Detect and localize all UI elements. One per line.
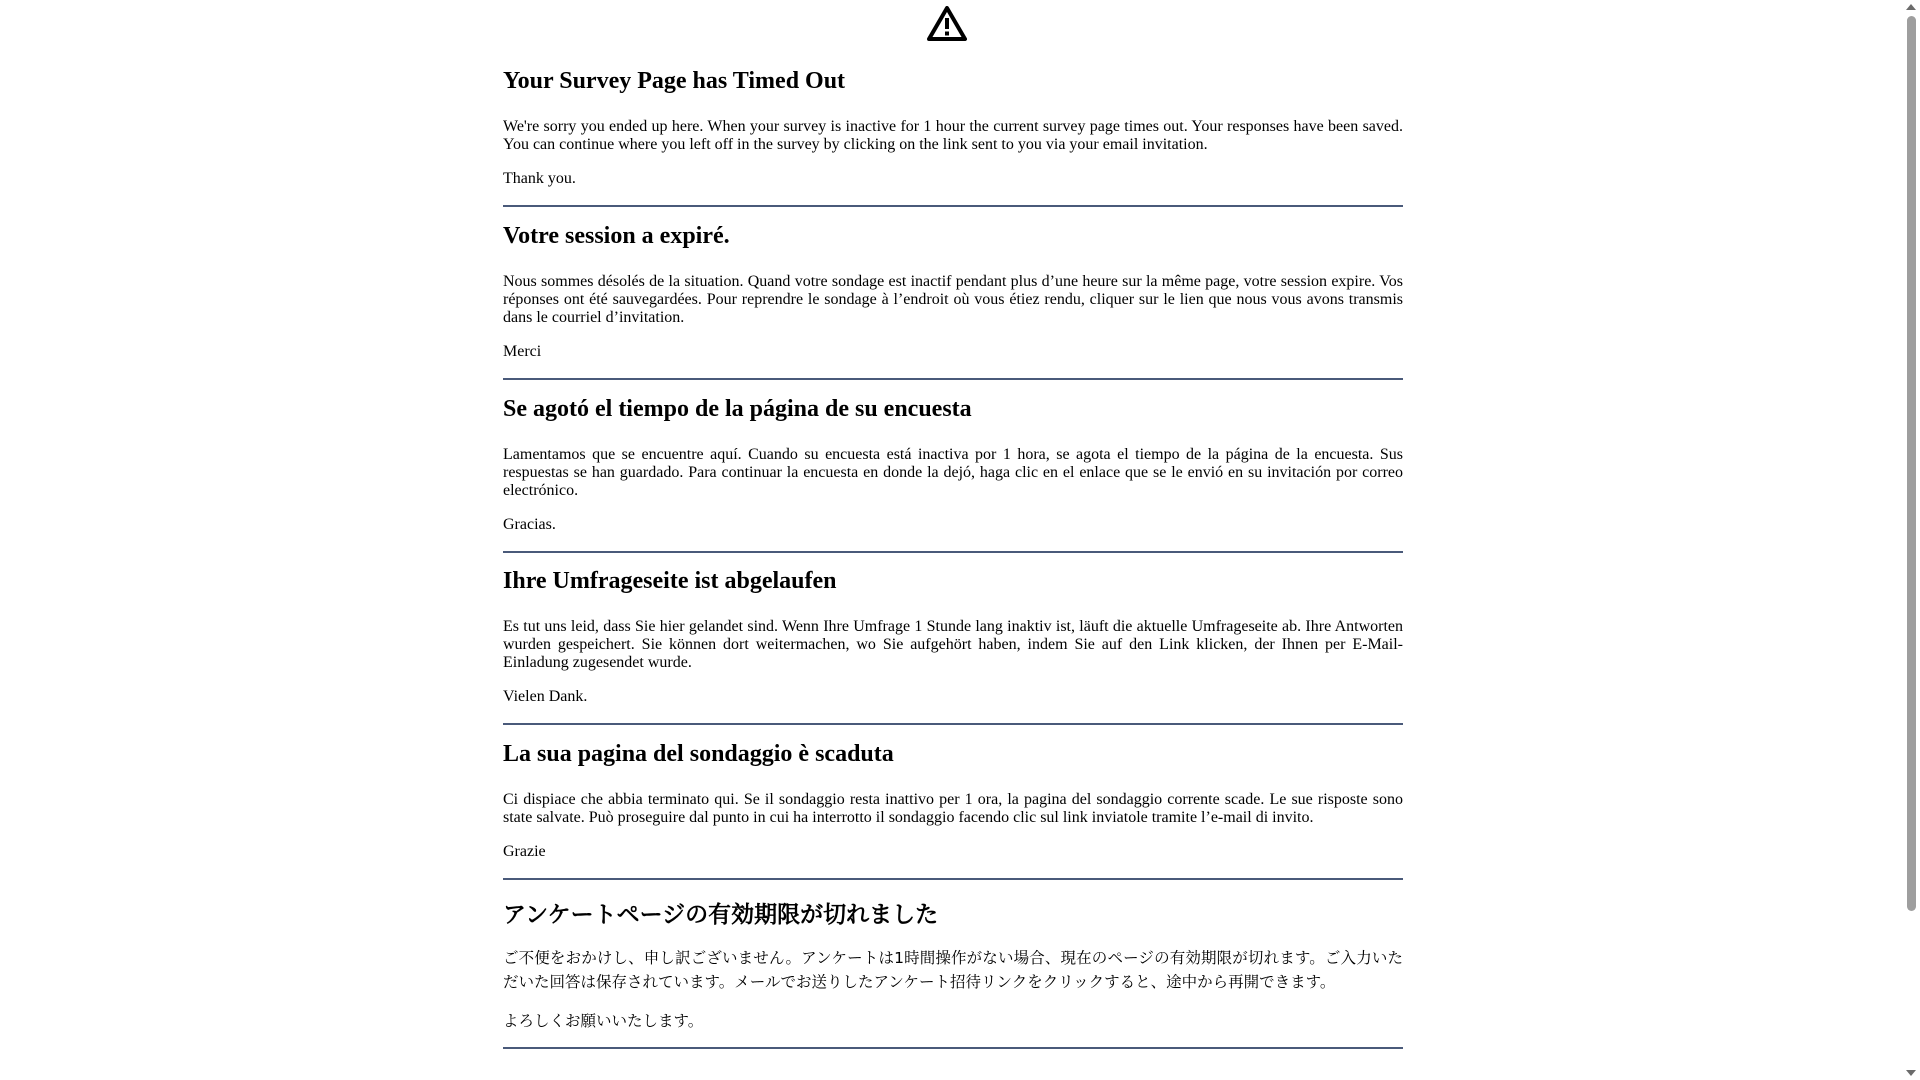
section-thanks: よろしくお願いいたします。 (503, 1012, 704, 1030)
warning-triangle-icon (927, 6, 967, 42)
section-spanish (503, 394, 1403, 553)
section-title: アンケートページの有効期限が切れました (503, 902, 939, 928)
section-english (503, 66, 1403, 207)
section-title: Votre session a expiré. (503, 223, 730, 249)
section-divider (503, 378, 1403, 380)
section-thanks: Vielen Dank. (503, 688, 588, 705)
section-thanks: Gracias. (503, 516, 556, 533)
scroll-up-arrow-icon[interactable] (1906, 4, 1916, 10)
section-body: Es tut uns leid, dass Sie hier gelandet sind. Wenn Ihre Umfrage 1 Stunde lang inaktiv ist, läuft die aktuelle Umfrageseite ab. Ihre Antworten wurden gespeichert. Sie können dort weitermachen, wo Sie aufgehört haben, indem Sie auf den Link klicken, der Ihnen per E-Mail-Einladung zugesendet wurde. (503, 618, 1403, 671)
section-german (503, 566, 1403, 725)
scroll-thumb[interactable] (1907, 16, 1916, 911)
section-french (503, 221, 1403, 380)
section-body: ご不便をおかけし、申し訳ございません。アンケートは1時間操作がない場合、現在のページの有効期限が切れます。ご入力いただいた回答は保存されています。メールでお送りしたアンケート招待リンクをクリックすると、途中から再開できます。 (503, 949, 1403, 991)
section-title: Ihre Umfrageseite ist abgelaufen (503, 568, 837, 594)
section-italian (503, 739, 1403, 880)
section-title: La sua pagina del sondaggio è scaduta (503, 741, 894, 767)
section-body: Ci dispiace che abbia terminato qui. Se il sondaggio resta inattivo per 1 ora, la pagina del sondaggio corrente scade. Le sue risposte sono state salvate. Può proseguire dal punto in cui ha interrotto il sondaggio facendo clic sul link inviatole tramite l’e-mail di invito. (503, 791, 1403, 826)
section-japanese (503, 900, 1403, 1049)
section-body: We're sorry you ended up here. When your survey is inactive for 1 hour the current survey page times out. Your responses have been saved. You can continue where you left off in the survey by clicking on the link sent to you via your email invitation. (503, 118, 1403, 153)
section-body: Lamentamos que se encuentre aquí. Cuando su encuesta está inactiva por 1 hora, se agota el tiempo de la página de la encuesta. Sus respuestas se han guardado. Para continuar la encuesta en donde la dejó, haga clic en el enlace que se le envió en su invitación por correo electrónico. (503, 446, 1403, 499)
section-divider (503, 1047, 1403, 1049)
section-divider (503, 878, 1403, 880)
section-title: Se agotó el tiempo de la página de su encuesta (503, 396, 972, 422)
section-title: Your Survey Page has Timed Out (503, 68, 846, 94)
section-thanks: Merci (503, 343, 542, 360)
vertical-scrollbar[interactable] (1903, 0, 1920, 1080)
section-divider (503, 551, 1403, 553)
scroll-down-arrow-icon[interactable] (1906, 1070, 1916, 1076)
section-thanks: Thank you. (503, 170, 576, 187)
section-divider (503, 723, 1403, 725)
section-body: Nous sommes désolés de la situation. Quand votre sondage est inactif pendant plus d’une heure sur la même page, votre session expire. Vos réponses ont été sauvegardées. Pour reprendre le sondage à l’endroit où vous étiez rendu, cliquer sur le lien que nous vous avons transmis dans le courriel d’invitation. (503, 273, 1403, 326)
section-divider (503, 205, 1403, 207)
section-thanks: Grazie (503, 843, 546, 860)
